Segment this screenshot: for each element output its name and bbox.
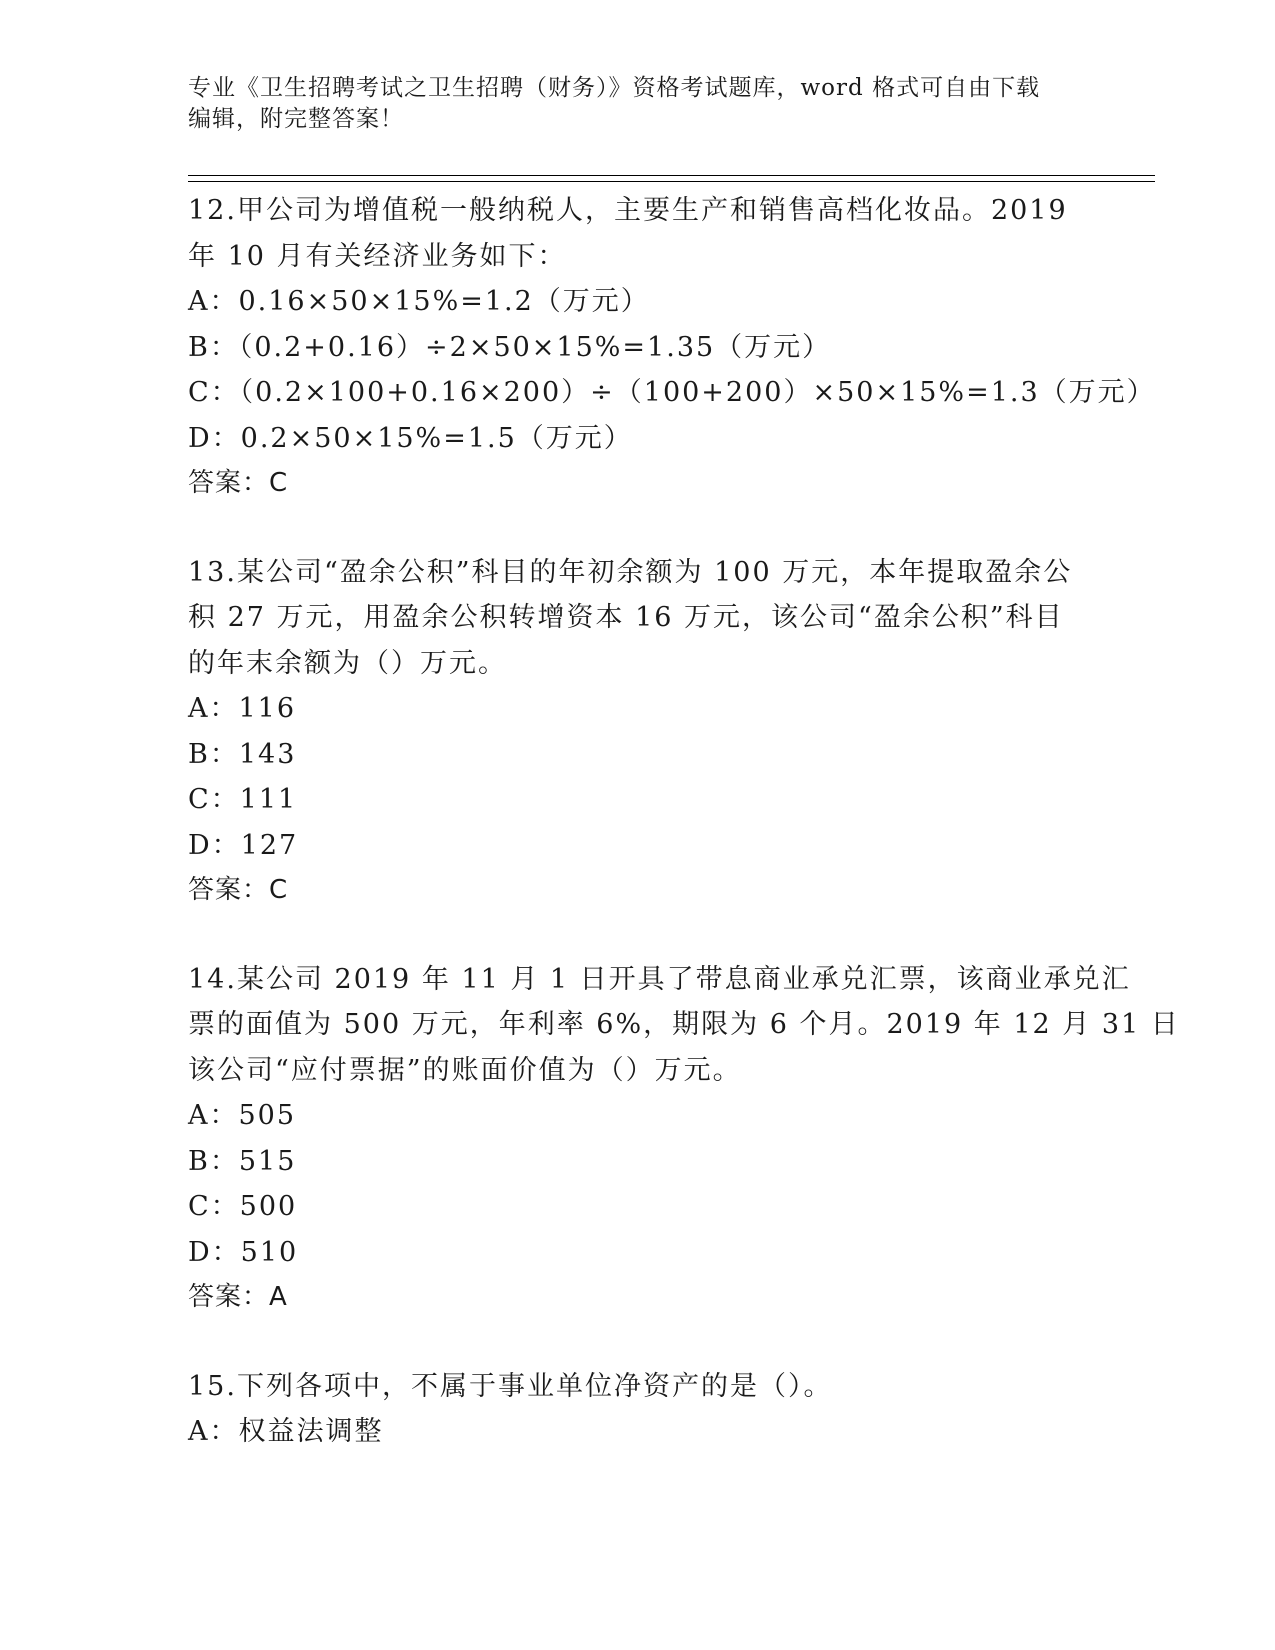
header-divider-bottom <box>188 181 1155 182</box>
answer-label: 答案：C <box>188 875 289 905</box>
header-line-1: 专业《卫生招聘考试之卫生招聘（财务）》资格考试题库，word 格式可自由下载 <box>188 75 1041 101</box>
stem-line: 12.甲公司为增值税一般纳税人，主要生产和销售高档化妆品。2019 <box>188 195 1068 226</box>
stem-line: 的年末余额为（）万元。 <box>188 647 507 679</box>
stem-line: 13.某公司“盈余公积”科目的年初余额为 100 万元，本年提取盈余公 <box>188 556 1073 588</box>
answer-label: 答案：C <box>188 468 289 498</box>
question-stem <box>188 550 1088 687</box>
option-b: B：（0.2+0.16）÷2×50×15%=1.35（万元） <box>188 331 832 363</box>
option-a: A：116 <box>188 693 297 724</box>
stem-line: 14.某公司 2019 年 11 月 1 日开具了带息商业承兑汇票，该商业承兑汇 <box>188 963 1131 995</box>
question-stem <box>188 1364 1088 1410</box>
option-a: A：0.16×50×15%=1.2（万元） <box>188 286 650 317</box>
question-12 <box>188 188 1156 507</box>
option-a: A：权益法调整 <box>188 1416 384 1447</box>
option-a: A：505 <box>188 1100 297 1131</box>
question-13 <box>188 550 1088 914</box>
answer-label: 答案：A <box>188 1282 288 1312</box>
option-d: D：127 <box>188 829 299 861</box>
stem-line: 15.下列各项中，不属于事业单位净资产的是（）。 <box>188 1370 833 1402</box>
question-14 <box>188 957 1180 1321</box>
header-divider-top <box>188 175 1155 176</box>
question-stem <box>188 957 1180 1094</box>
stem-line: 积 27 万元，用盈余公积转增资本 16 万元，该公司“盈余公积”科目 <box>188 602 1064 633</box>
option-d: D：510 <box>188 1236 299 1268</box>
option-c: C：500 <box>188 1191 298 1222</box>
stem-line: 年 10 月有关经济业务如下： <box>188 240 567 272</box>
question-15 <box>188 1364 1088 1455</box>
question-list <box>188 188 1180 1498</box>
stem-line: 票的面值为 500 万元，年利率 6%，期限为 6 个月。2019 年 12 月 31 日 <box>188 1009 1180 1040</box>
option-b: B：515 <box>188 1145 297 1177</box>
option-d: D：0.2×50×15%=1.5（万元） <box>188 422 633 454</box>
option-c: C：（0.2×100+0.16×200）÷（100+200）×50×15%=1.3（万元） <box>188 377 1156 408</box>
stem-line: 该公司“应付票据”的账面价值为（）万元。 <box>188 1054 742 1086</box>
header-line-2: 编辑，附完整答案！ <box>188 106 404 132</box>
option-b: B：143 <box>188 738 297 770</box>
document-header <box>188 73 1088 135</box>
question-stem <box>188 188 1088 279</box>
option-c: C：111 <box>188 784 298 815</box>
